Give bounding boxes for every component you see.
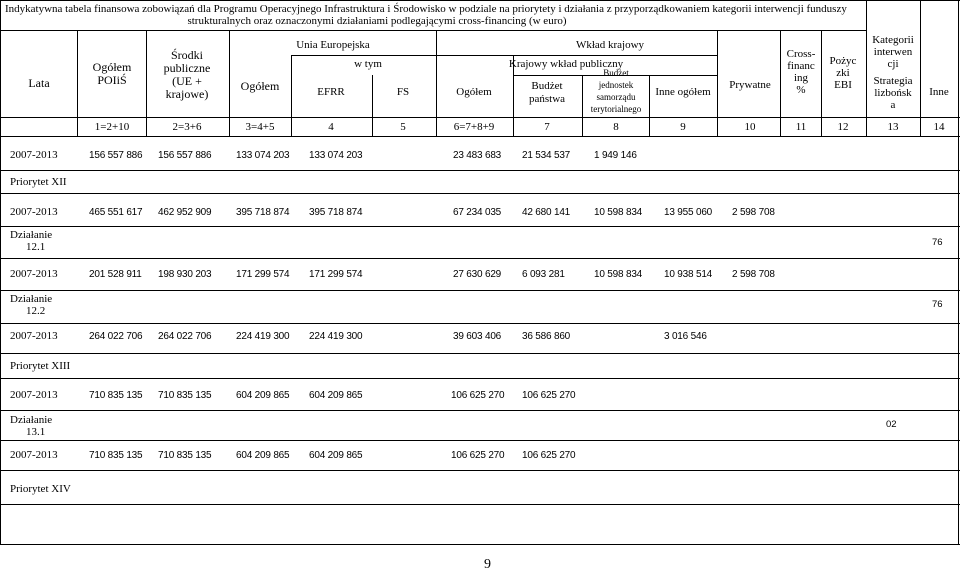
formula-cell: 11 bbox=[795, 121, 807, 133]
header-krajowy-publiczny: Krajowy wkład publiczny bbox=[508, 58, 624, 70]
header-fs: FS bbox=[396, 86, 410, 98]
priority-label: Priorytet XIII bbox=[10, 360, 71, 372]
cell-v9: 13 955 060 bbox=[664, 207, 713, 218]
header-unia: Unia Europejska bbox=[296, 39, 370, 51]
header-srodki: Środki bbox=[170, 48, 204, 62]
header-cross-2: financ bbox=[787, 60, 815, 72]
cell-v6: 67 234 035 bbox=[453, 207, 502, 218]
header-ogolem-poiis-2: POIiŚ bbox=[97, 73, 127, 87]
formula-cell: 12 bbox=[837, 121, 849, 133]
header-wklad: Wkład krajowy bbox=[575, 39, 645, 51]
cell-v7: 106 625 270 bbox=[522, 450, 576, 461]
formula-cell: 6=7+8+9 bbox=[453, 121, 495, 133]
header-srodki-4: krajowe) bbox=[165, 87, 209, 101]
header-srodki-3: (UE + bbox=[172, 74, 202, 88]
cell-v7: 36 586 860 bbox=[522, 331, 571, 342]
cell-lata: 2007-2013 bbox=[10, 206, 58, 218]
cell-v7: 106 625 270 bbox=[522, 390, 576, 401]
cell-v8: 1 949 146 bbox=[594, 150, 637, 161]
cell-v7: 42 680 141 bbox=[522, 207, 571, 218]
formula-cell: 8 bbox=[613, 121, 619, 133]
cell-v6: 27 630 629 bbox=[453, 269, 502, 280]
header-strategia: Strategia bbox=[873, 75, 913, 87]
cell-v7: 21 534 537 bbox=[522, 150, 571, 161]
action-label: Działanie bbox=[10, 293, 53, 305]
page-number: 9 bbox=[484, 557, 491, 572]
header-budzet-jst-2: jednostek bbox=[598, 80, 634, 90]
cell-v4: 224 419 300 bbox=[309, 331, 363, 342]
header-strategia-2: lizbońsk bbox=[874, 87, 912, 99]
formula-cell: 3=4+5 bbox=[245, 121, 275, 133]
priority-label: Priorytet XII bbox=[10, 176, 67, 188]
cell-v6: 106 625 270 bbox=[451, 450, 505, 461]
action-label: Działanie bbox=[10, 229, 53, 241]
cell-v6: 23 483 683 bbox=[453, 150, 502, 161]
category-code: 76 bbox=[932, 299, 943, 310]
cell-v1: 710 835 135 bbox=[89, 390, 143, 401]
formula-cell: 1=2+10 bbox=[94, 121, 130, 133]
formula-cell: 14 bbox=[933, 121, 945, 133]
header-prywatne: Prywatne bbox=[729, 79, 771, 91]
header-lata: Lata bbox=[28, 76, 50, 90]
category-code: 76 bbox=[932, 237, 943, 248]
cell-v9: 3 016 546 bbox=[664, 331, 707, 342]
cell-v3: 604 209 865 bbox=[236, 450, 290, 461]
cell-v4: 133 074 203 bbox=[309, 150, 363, 161]
cell-v3: 604 209 865 bbox=[236, 390, 290, 401]
priority-label: Priorytet XIV bbox=[10, 483, 71, 495]
header-budzet-jst: Budżet bbox=[603, 68, 629, 78]
header-cross-4: % bbox=[796, 84, 806, 96]
header-efrr: EFRR bbox=[317, 86, 345, 98]
cell-lata: 2007-2013 bbox=[10, 268, 58, 280]
header-cross: Cross- bbox=[786, 48, 816, 60]
cell-v4: 604 209 865 bbox=[309, 450, 363, 461]
cell-lata: 2007-2013 bbox=[10, 389, 58, 401]
header-pozyczki: Pożyc bbox=[829, 55, 857, 67]
action-number: 13.1 bbox=[26, 426, 46, 438]
header-inne-ogolem: Inne ogółem bbox=[655, 86, 711, 98]
action-number: 12.1 bbox=[26, 241, 46, 253]
header-budzet-panstwa-2: państwa bbox=[528, 93, 566, 105]
formula-cell: 7 bbox=[544, 121, 550, 133]
cell-v4: 171 299 574 bbox=[309, 269, 363, 280]
header-kategorii: Kategorii bbox=[872, 34, 914, 46]
header-cross-3: ing bbox=[793, 72, 809, 84]
header-budzet-jst-3: samorządu bbox=[596, 92, 636, 102]
header-kategorii-3: cji bbox=[887, 58, 899, 70]
cell-v10: 2 598 708 bbox=[732, 269, 775, 280]
cell-v7: 6 093 281 bbox=[522, 269, 565, 280]
cell-v3: 395 718 874 bbox=[236, 207, 290, 218]
formula-cell: 4 bbox=[328, 121, 334, 133]
cell-v3: 224 419 300 bbox=[236, 331, 290, 342]
formula-cell: 10 bbox=[744, 121, 756, 133]
formula-cell: 5 bbox=[400, 121, 406, 133]
cell-v4: 395 718 874 bbox=[309, 207, 363, 218]
header-pozyczki-2: zki bbox=[836, 67, 850, 79]
cell-lata: 2007-2013 bbox=[10, 449, 58, 461]
cell-v10: 2 598 708 bbox=[732, 207, 775, 218]
cell-v2: 710 835 135 bbox=[158, 450, 212, 461]
action-number: 12.2 bbox=[26, 305, 46, 317]
cell-v8: 10 598 834 bbox=[594, 207, 643, 218]
cell-v6: 39 603 406 bbox=[453, 331, 502, 342]
header-budzet-panstwa: Budżet bbox=[531, 80, 563, 92]
header-ogolem-kraj: Ogółem bbox=[456, 86, 492, 98]
header-budzet-jst-4: terytorialnego bbox=[590, 104, 642, 114]
cell-v9: 10 938 514 bbox=[664, 269, 713, 280]
formula-cell: 2=3+6 bbox=[172, 121, 202, 133]
cell-v6: 106 625 270 bbox=[451, 390, 505, 401]
cell-v1: 465 551 617 bbox=[89, 207, 143, 218]
category-code: 02 bbox=[886, 419, 897, 430]
cell-v2: 264 022 706 bbox=[158, 331, 212, 342]
cell-v4: 604 209 865 bbox=[309, 390, 363, 401]
cell-lata: 2007-2013 bbox=[10, 330, 58, 342]
action-label: Działanie bbox=[10, 414, 53, 426]
cell-lata: 2007-2013 bbox=[10, 149, 58, 161]
cell-v8: 10 598 834 bbox=[594, 269, 643, 280]
header-ogolem-poiis: Ogółem bbox=[92, 60, 132, 74]
cell-v3: 133 074 203 bbox=[236, 150, 290, 161]
header-pozyczki-3: EBI bbox=[834, 79, 852, 91]
header-strategia-3: a bbox=[890, 99, 896, 111]
cell-v2: 462 952 909 bbox=[158, 207, 212, 218]
header-ogolem-ue: Ogółem bbox=[240, 79, 280, 93]
cell-v2: 156 557 886 bbox=[158, 150, 212, 161]
cell-v3: 171 299 574 bbox=[236, 269, 290, 280]
cell-v1: 710 835 135 bbox=[89, 450, 143, 461]
header-srodki-2: publiczne bbox=[163, 61, 211, 75]
cell-v1: 264 022 706 bbox=[89, 331, 143, 342]
cell-v2: 710 835 135 bbox=[158, 390, 212, 401]
table-title-line2: strukturalnych oraz oznaczonymi działaniami podlegającymi cross-financing (w euro) bbox=[187, 15, 567, 27]
cell-v1: 156 557 886 bbox=[89, 150, 143, 161]
header-inne: Inne bbox=[929, 86, 949, 98]
header-w-tym: w tym bbox=[354, 58, 382, 70]
formula-cell: 13 bbox=[887, 121, 899, 133]
table-title: Indykatywna tabela finansowa zobowiązań dla Programu Operacyjnego Infrastruktura i Środowisko w podziale na priorytety i działania z przyporządkowaniem kategorii interwencji funduszy bbox=[5, 3, 847, 15]
cell-v2: 198 930 203 bbox=[158, 269, 212, 280]
formula-cell: 9 bbox=[680, 121, 686, 133]
header-kategorii-2: interwen bbox=[873, 46, 913, 58]
cell-v1: 201 528 911 bbox=[89, 269, 142, 280]
